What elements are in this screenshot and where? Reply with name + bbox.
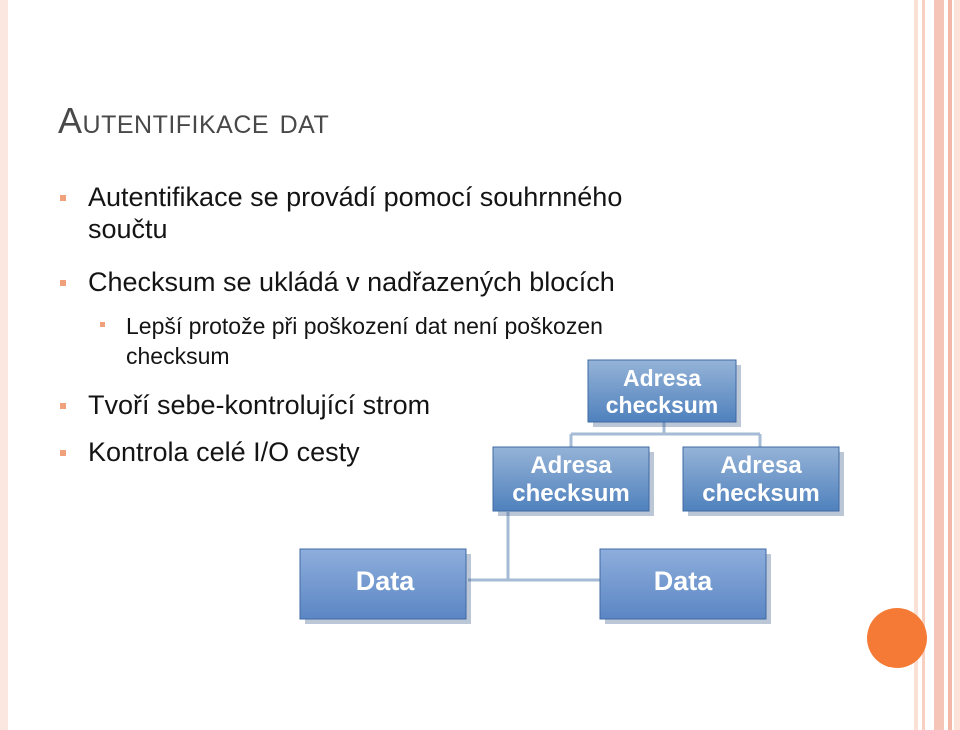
- data-leaf-right: [600, 549, 771, 624]
- bullet-line: Kontrola celé I/O cesty: [88, 437, 360, 467]
- root-node-line2: checksum: [605, 392, 719, 418]
- left-child-line2: checksum: [512, 480, 630, 507]
- bullet-line: Autentifikace se provádí pomocí souhrnného: [88, 182, 623, 212]
- right-child-node: [683, 447, 844, 516]
- left-child-line1: Adresa: [530, 452, 612, 479]
- bullet-line: Lepší protože při poškození dat není poškozen: [126, 313, 603, 339]
- right-child-line2: checksum: [702, 480, 820, 507]
- bullet-line: součtu: [88, 214, 168, 244]
- right-child-line1: Adresa: [720, 452, 802, 479]
- orange-circle-decoration: [867, 608, 927, 668]
- bullet-line: Checksum se ukládá v nadřazených blocích: [88, 267, 615, 297]
- root-node-line1: Adresa: [623, 365, 701, 391]
- data-leaf-right-label: Data: [653, 566, 713, 596]
- left-child-node: [493, 447, 654, 516]
- bullet-line: Tvoří sebe-kontrolující strom: [88, 390, 431, 420]
- slide-title: Autentifikace dat: [58, 100, 330, 141]
- data-leaf-left-label: Data: [355, 566, 415, 596]
- data-leaf-left: [300, 549, 471, 624]
- root-node: [588, 360, 741, 427]
- bullet-line: checksum: [126, 343, 230, 369]
